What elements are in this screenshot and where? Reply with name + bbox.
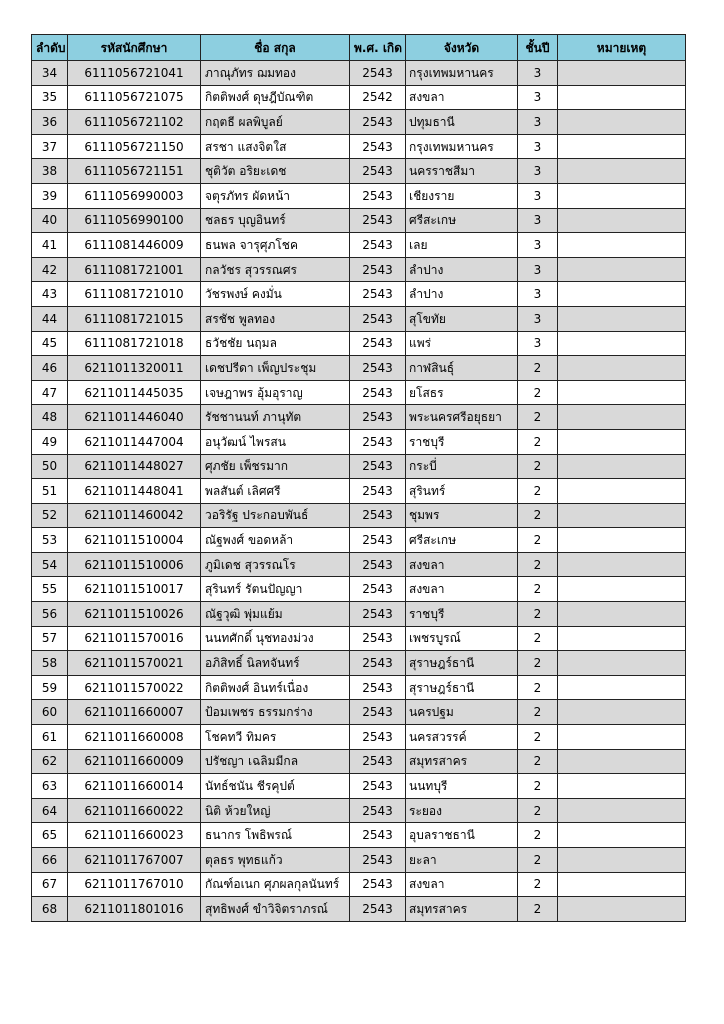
- cell-no: 59: [32, 675, 68, 700]
- cell-birth-year: 2543: [350, 872, 406, 897]
- cell-student-id: 6111081721010: [68, 282, 201, 307]
- cell-no: 52: [32, 503, 68, 528]
- cell-student-id: 6211011448041: [68, 479, 201, 504]
- cell-name: ศุภชัย เพ็ชรมาก: [201, 454, 350, 479]
- cell-level: 2: [518, 528, 558, 553]
- cell-level: 2: [518, 798, 558, 823]
- table-row: [32, 85, 686, 110]
- cell-no: 63: [32, 774, 68, 799]
- cell-no: 37: [32, 134, 68, 159]
- cell-province: นครสวรรค์: [406, 725, 518, 750]
- cell-level: 2: [518, 725, 558, 750]
- cell-name: นนทศักดิ์ นุชทองม่วง: [201, 626, 350, 651]
- cell-province: เลย: [406, 233, 518, 258]
- cell-level: 2: [518, 626, 558, 651]
- cell-birth-year: 2543: [350, 700, 406, 725]
- cell-province: สงขลา: [406, 552, 518, 577]
- cell-birth-year: 2542: [350, 85, 406, 110]
- cell-student-id: 6211011660014: [68, 774, 201, 799]
- cell-province: สงขลา: [406, 577, 518, 602]
- cell-birth-year: 2543: [350, 577, 406, 602]
- cell-level: 3: [518, 208, 558, 233]
- cell-note: [558, 331, 686, 356]
- cell-note: [558, 675, 686, 700]
- cell-no: 36: [32, 110, 68, 135]
- table-row: [32, 897, 686, 922]
- cell-birth-year: 2543: [350, 626, 406, 651]
- table-row: [32, 626, 686, 651]
- cell-level: 3: [518, 61, 558, 86]
- cell-note: [558, 183, 686, 208]
- cell-province: ลำปาง: [406, 282, 518, 307]
- cell-note: [558, 774, 686, 799]
- table-row: [32, 675, 686, 700]
- cell-no: 67: [32, 872, 68, 897]
- table-row: [32, 282, 686, 307]
- table-row: [32, 651, 686, 676]
- header-birth-year: พ.ศ. เกิด: [350, 35, 406, 61]
- cell-level: 2: [518, 479, 558, 504]
- cell-name: ชุติวัต อริยะเดช: [201, 159, 350, 184]
- cell-note: [558, 429, 686, 454]
- table-row: [32, 356, 686, 381]
- cell-level: 2: [518, 602, 558, 627]
- cell-note: [558, 897, 686, 922]
- cell-name: นัทธ์ชนัน ชีรคุปต์: [201, 774, 350, 799]
- cell-note: [558, 602, 686, 627]
- cell-student-id: 6111056990003: [68, 183, 201, 208]
- cell-student-id: 6211011460042: [68, 503, 201, 528]
- cell-level: 2: [518, 503, 558, 528]
- cell-student-id: 6211011570016: [68, 626, 201, 651]
- cell-name: อนุวัฒน์ ไพรสน: [201, 429, 350, 454]
- table-row: [32, 454, 686, 479]
- cell-no: 38: [32, 159, 68, 184]
- cell-no: 48: [32, 405, 68, 430]
- cell-name: ณัฐพงศ์ ขอดหล้า: [201, 528, 350, 553]
- cell-birth-year: 2543: [350, 110, 406, 135]
- cell-no: 57: [32, 626, 68, 651]
- cell-province: กรุงเทพมหานคร: [406, 134, 518, 159]
- cell-level: 3: [518, 282, 558, 307]
- cell-level: 2: [518, 848, 558, 873]
- cell-name: รัชชานนท์ ภานุทัต: [201, 405, 350, 430]
- cell-student-id: 6111081721001: [68, 257, 201, 282]
- cell-student-id: 6211011446040: [68, 405, 201, 430]
- cell-birth-year: 2543: [350, 528, 406, 553]
- cell-student-id: 6111056721150: [68, 134, 201, 159]
- cell-no: 61: [32, 725, 68, 750]
- table-row: [32, 528, 686, 553]
- cell-student-id: 6211011660009: [68, 749, 201, 774]
- cell-province: เพชรบูรณ์: [406, 626, 518, 651]
- header-row: [32, 35, 686, 61]
- cell-note: [558, 233, 686, 258]
- cell-no: 65: [32, 823, 68, 848]
- cell-name: สรชัช พูลทอง: [201, 306, 350, 331]
- cell-province: พระนครศรีอยุธยา: [406, 405, 518, 430]
- cell-note: [558, 405, 686, 430]
- cell-province: นครราชสีมา: [406, 159, 518, 184]
- table-row: [32, 749, 686, 774]
- cell-no: 35: [32, 85, 68, 110]
- table-row: [32, 380, 686, 405]
- table-row: [32, 798, 686, 823]
- cell-note: [558, 700, 686, 725]
- cell-student-id: 6211011445035: [68, 380, 201, 405]
- cell-name: อภิสิทธิ์ นิลทจันทร์: [201, 651, 350, 676]
- header-student-id: รหัสนักศึกษา: [68, 35, 201, 61]
- cell-province: สงขลา: [406, 85, 518, 110]
- cell-birth-year: 2543: [350, 675, 406, 700]
- cell-birth-year: 2543: [350, 257, 406, 282]
- cell-no: 34: [32, 61, 68, 86]
- cell-note: [558, 257, 686, 282]
- cell-note: [558, 577, 686, 602]
- cell-note: [558, 110, 686, 135]
- cell-name: เจษฎาพร อุ้มอุราญ: [201, 380, 350, 405]
- cell-level: 2: [518, 405, 558, 430]
- cell-student-id: 6111081721015: [68, 306, 201, 331]
- cell-note: [558, 282, 686, 307]
- cell-student-id: 6111056721102: [68, 110, 201, 135]
- table-row: [32, 183, 686, 208]
- cell-birth-year: 2543: [350, 282, 406, 307]
- cell-name: กิตติพงศ์ อินทร์เนื่อง: [201, 675, 350, 700]
- cell-name: ภูมิเดช สุวรรณโร: [201, 552, 350, 577]
- cell-name: พลสันต์ เลิศศรี: [201, 479, 350, 504]
- cell-birth-year: 2543: [350, 774, 406, 799]
- table-body: [32, 61, 686, 922]
- cell-birth-year: 2543: [350, 823, 406, 848]
- cell-student-id: 6211011510017: [68, 577, 201, 602]
- cell-level: 2: [518, 577, 558, 602]
- cell-student-id: 6211011660022: [68, 798, 201, 823]
- header-province: จังหวัด: [406, 35, 518, 61]
- table-row: [32, 331, 686, 356]
- cell-student-id: 6211011320011: [68, 356, 201, 381]
- cell-no: 55: [32, 577, 68, 602]
- cell-student-id: 6211011660007: [68, 700, 201, 725]
- cell-birth-year: 2543: [350, 602, 406, 627]
- header-note: หมายเหตุ: [558, 35, 686, 61]
- table-row: [32, 61, 686, 86]
- cell-note: [558, 454, 686, 479]
- cell-province: ราชบุรี: [406, 602, 518, 627]
- cell-birth-year: 2543: [350, 159, 406, 184]
- cell-no: 39: [32, 183, 68, 208]
- cell-province: ราชบุรี: [406, 429, 518, 454]
- cell-name: วัชรพงษ์ คงมั่น: [201, 282, 350, 307]
- table-row: [32, 405, 686, 430]
- cell-level: 3: [518, 85, 558, 110]
- cell-student-id: 6111081446009: [68, 233, 201, 258]
- cell-birth-year: 2543: [350, 380, 406, 405]
- cell-province: เชียงราย: [406, 183, 518, 208]
- cell-note: [558, 528, 686, 553]
- student-roster-table: [31, 34, 686, 922]
- cell-student-id: 6211011510004: [68, 528, 201, 553]
- cell-birth-year: 2543: [350, 552, 406, 577]
- cell-name: ณัฐวุฒิ พุ่มแย้ม: [201, 602, 350, 627]
- table-row: [32, 479, 686, 504]
- header-no: ลำดับ: [32, 35, 68, 61]
- cell-birth-year: 2543: [350, 356, 406, 381]
- cell-level: 2: [518, 454, 558, 479]
- cell-province: ศรีสะเกษ: [406, 528, 518, 553]
- cell-student-id: 6211011767010: [68, 872, 201, 897]
- cell-province: อุบลราชธานี: [406, 823, 518, 848]
- cell-student-id: 6211011767007: [68, 848, 201, 873]
- cell-birth-year: 2543: [350, 183, 406, 208]
- cell-level: 3: [518, 331, 558, 356]
- cell-note: [558, 306, 686, 331]
- cell-level: 3: [518, 134, 558, 159]
- cell-note: [558, 479, 686, 504]
- cell-level: 2: [518, 651, 558, 676]
- cell-no: 43: [32, 282, 68, 307]
- cell-no: 41: [32, 233, 68, 258]
- cell-birth-year: 2543: [350, 749, 406, 774]
- cell-no: 62: [32, 749, 68, 774]
- cell-name: นิติ ห้วยใหญ่: [201, 798, 350, 823]
- cell-province: สมุทรสาคร: [406, 749, 518, 774]
- cell-province: ยะลา: [406, 848, 518, 873]
- cell-province: ปทุมธานี: [406, 110, 518, 135]
- cell-no: 56: [32, 602, 68, 627]
- cell-birth-year: 2543: [350, 479, 406, 504]
- cell-level: 2: [518, 552, 558, 577]
- cell-name: ชลธร บุญอินทร์: [201, 208, 350, 233]
- cell-birth-year: 2543: [350, 454, 406, 479]
- table-row: [32, 208, 686, 233]
- table-row: [32, 429, 686, 454]
- header-name: ชื่อ สกุล: [201, 35, 350, 61]
- cell-province: สุรินทร์: [406, 479, 518, 504]
- cell-note: [558, 749, 686, 774]
- cell-name: จตุรภัทร ผัดหน้า: [201, 183, 350, 208]
- table-row: [32, 306, 686, 331]
- table-row: [32, 848, 686, 873]
- cell-birth-year: 2543: [350, 429, 406, 454]
- cell-province: แพร่: [406, 331, 518, 356]
- cell-level: 3: [518, 257, 558, 282]
- cell-name: ธวัชชัย นฤมล: [201, 331, 350, 356]
- cell-note: [558, 651, 686, 676]
- cell-note: [558, 208, 686, 233]
- cell-province: กระบี่: [406, 454, 518, 479]
- cell-province: สุโขทัย: [406, 306, 518, 331]
- cell-name: สรชา แสงจิตใส: [201, 134, 350, 159]
- cell-student-id: 6111056721151: [68, 159, 201, 184]
- table-row: [32, 159, 686, 184]
- cell-student-id: 6211011660008: [68, 725, 201, 750]
- table-row: [32, 577, 686, 602]
- cell-level: 2: [518, 897, 558, 922]
- cell-student-id: 6111056721075: [68, 85, 201, 110]
- cell-student-id: 6211011660023: [68, 823, 201, 848]
- cell-level: 2: [518, 774, 558, 799]
- cell-name: กัณฑ์อเนก ศุภผลกุลนันทร์: [201, 872, 350, 897]
- cell-student-id: 6211011801016: [68, 897, 201, 922]
- cell-note: [558, 356, 686, 381]
- cell-no: 40: [32, 208, 68, 233]
- cell-no: 64: [32, 798, 68, 823]
- cell-name: ปรัชญา เฉลิมมีกล: [201, 749, 350, 774]
- cell-note: [558, 725, 686, 750]
- cell-birth-year: 2543: [350, 897, 406, 922]
- cell-no: 53: [32, 528, 68, 553]
- cell-note: [558, 380, 686, 405]
- cell-level: 2: [518, 872, 558, 897]
- table-row: [32, 774, 686, 799]
- cell-note: [558, 61, 686, 86]
- cell-name: กฤตธี ผลพิบูลย์: [201, 110, 350, 135]
- cell-province: ลำปาง: [406, 257, 518, 282]
- cell-birth-year: 2543: [350, 134, 406, 159]
- cell-birth-year: 2543: [350, 233, 406, 258]
- table-row: [32, 110, 686, 135]
- cell-note: [558, 503, 686, 528]
- cell-note: [558, 823, 686, 848]
- cell-name: วอริรัฐ ประกอบพันธ์: [201, 503, 350, 528]
- cell-student-id: 6211011510026: [68, 602, 201, 627]
- cell-level: 2: [518, 749, 558, 774]
- cell-level: 3: [518, 110, 558, 135]
- cell-level: 3: [518, 183, 558, 208]
- cell-birth-year: 2543: [350, 331, 406, 356]
- cell-name: กิตติพงศ์ ดุษฎีบัณฑิต: [201, 85, 350, 110]
- cell-student-id: 6111081721018: [68, 331, 201, 356]
- cell-province: สงขลา: [406, 872, 518, 897]
- cell-birth-year: 2543: [350, 798, 406, 823]
- cell-student-id: 6211011570021: [68, 651, 201, 676]
- cell-birth-year: 2543: [350, 405, 406, 430]
- cell-note: [558, 85, 686, 110]
- cell-no: 60: [32, 700, 68, 725]
- cell-birth-year: 2543: [350, 61, 406, 86]
- cell-no: 42: [32, 257, 68, 282]
- cell-name: สุทธิพงศ์ ขำวิจิตราภรณ์: [201, 897, 350, 922]
- cell-student-id: 6211011570022: [68, 675, 201, 700]
- cell-province: สุราษฎร์ธานี: [406, 675, 518, 700]
- cell-province: กรุงเทพมหานคร: [406, 61, 518, 86]
- cell-no: 54: [32, 552, 68, 577]
- cell-name: ธนากร โพธิพรณ์: [201, 823, 350, 848]
- cell-name: เดชปรีดา เพ็ญประชุม: [201, 356, 350, 381]
- cell-province: สมุทรสาคร: [406, 897, 518, 922]
- cell-level: 3: [518, 233, 558, 258]
- cell-student-id: 6211011510006: [68, 552, 201, 577]
- table-row: [32, 872, 686, 897]
- table-row: [32, 725, 686, 750]
- cell-no: 47: [32, 380, 68, 405]
- table-row: [32, 700, 686, 725]
- cell-birth-year: 2543: [350, 848, 406, 873]
- cell-name: ภาณุภัทร ฌมทอง: [201, 61, 350, 86]
- cell-birth-year: 2543: [350, 503, 406, 528]
- cell-level: 2: [518, 823, 558, 848]
- cell-no: 58: [32, 651, 68, 676]
- cell-level: 3: [518, 159, 558, 184]
- cell-student-id: 6211011447004: [68, 429, 201, 454]
- cell-name: โชคทวี ทิมคร: [201, 725, 350, 750]
- cell-name: สุรินทร์ รัตนปัญญา: [201, 577, 350, 602]
- cell-level: 2: [518, 356, 558, 381]
- cell-no: 44: [32, 306, 68, 331]
- cell-birth-year: 2543: [350, 651, 406, 676]
- cell-note: [558, 626, 686, 651]
- cell-student-id: 6111056990100: [68, 208, 201, 233]
- cell-province: ศรีสะเกษ: [406, 208, 518, 233]
- cell-no: 50: [32, 454, 68, 479]
- cell-province: ระยอง: [406, 798, 518, 823]
- cell-no: 45: [32, 331, 68, 356]
- table-row: [32, 552, 686, 577]
- cell-birth-year: 2543: [350, 208, 406, 233]
- cell-level: 3: [518, 306, 558, 331]
- cell-no: 51: [32, 479, 68, 504]
- cell-province: ชุมพร: [406, 503, 518, 528]
- table-row: [32, 257, 686, 282]
- cell-name: ป้อมเพชร ธรรมกร่าง: [201, 700, 350, 725]
- cell-note: [558, 872, 686, 897]
- cell-province: นนทบุรี: [406, 774, 518, 799]
- cell-level: 2: [518, 429, 558, 454]
- cell-province: นครปฐม: [406, 700, 518, 725]
- cell-name: กลวัชร สุวรรณศร: [201, 257, 350, 282]
- cell-student-id: 6211011448027: [68, 454, 201, 479]
- cell-note: [558, 848, 686, 873]
- cell-name: ตุลธร พุทธแก้ว: [201, 848, 350, 873]
- cell-no: 66: [32, 848, 68, 873]
- cell-province: ยโสธร: [406, 380, 518, 405]
- table-row: [32, 134, 686, 159]
- table-row: [32, 823, 686, 848]
- table-row: [32, 233, 686, 258]
- cell-note: [558, 798, 686, 823]
- cell-note: [558, 134, 686, 159]
- cell-no: 68: [32, 897, 68, 922]
- cell-level: 2: [518, 675, 558, 700]
- header-level: ชั้นปี: [518, 35, 558, 61]
- table-row: [32, 602, 686, 627]
- table-row: [32, 503, 686, 528]
- cell-no: 46: [32, 356, 68, 381]
- cell-note: [558, 552, 686, 577]
- cell-birth-year: 2543: [350, 725, 406, 750]
- cell-level: 2: [518, 380, 558, 405]
- cell-name: ธนพล จารุศุภโชค: [201, 233, 350, 258]
- cell-province: กาฬสินธุ์: [406, 356, 518, 381]
- cell-note: [558, 159, 686, 184]
- cell-province: สุราษฎร์ธานี: [406, 651, 518, 676]
- cell-birth-year: 2543: [350, 306, 406, 331]
- cell-no: 49: [32, 429, 68, 454]
- cell-level: 2: [518, 700, 558, 725]
- table-header: [32, 35, 686, 61]
- cell-student-id: 6111056721041: [68, 61, 201, 86]
